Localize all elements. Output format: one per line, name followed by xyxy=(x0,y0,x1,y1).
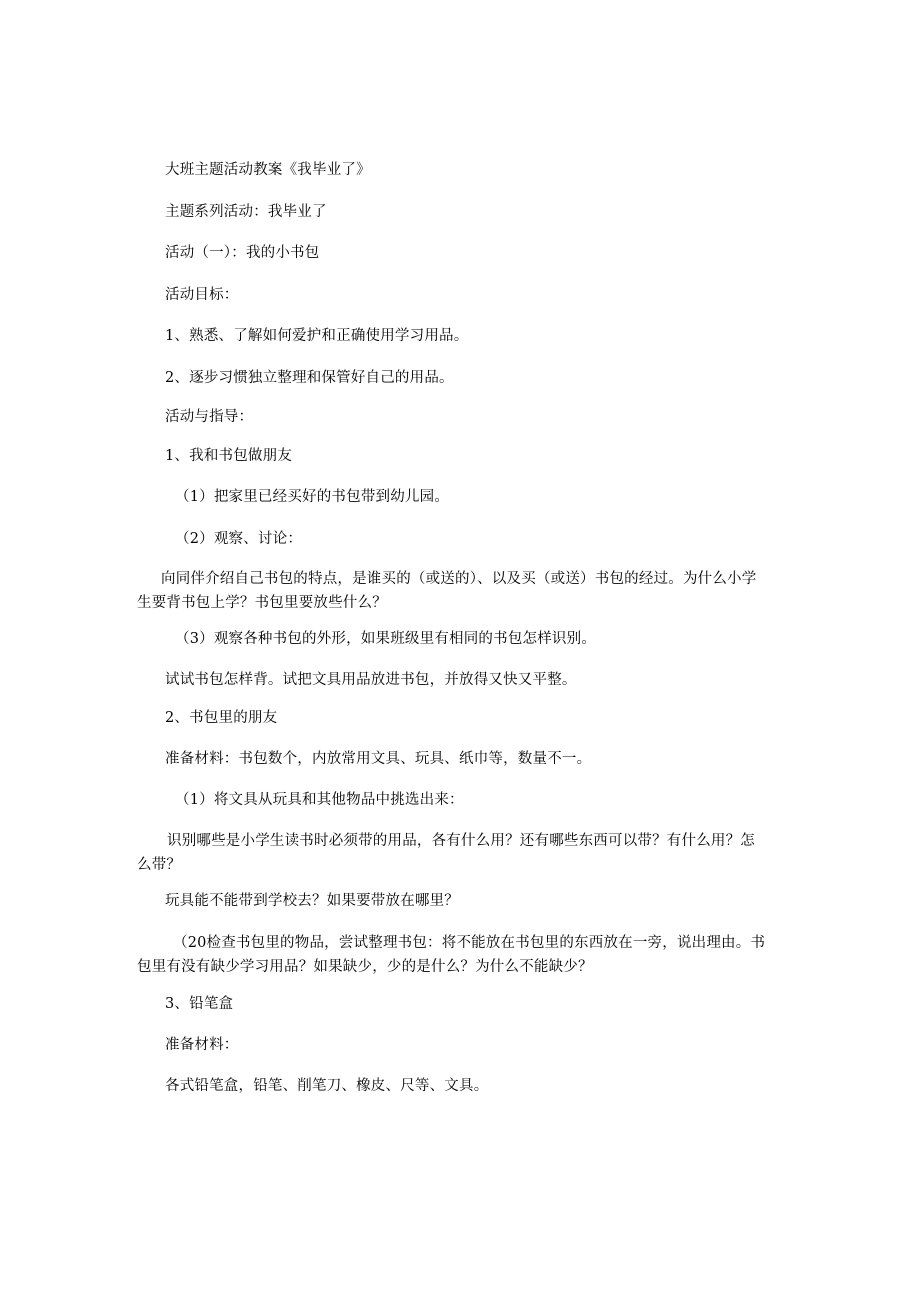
goal-item-1: 1、熟悉、了解如何爱护和正确使用学习用品。 xyxy=(165,328,469,344)
section-1-heading: 1、我和书包做朋友 xyxy=(165,448,293,464)
section-1-discussion: 向同伴介绍自己书包的特点，是谁买的（或送的）、以及买（或送）书包的经过。为什么小学生要背书包上学？书包里要放些什么？ xyxy=(137,571,757,611)
section-2-item-2: （20检查书包里的物品，尝试整理书包：将不能放在书包里的东西放在一旁，说出理由。书包里有没有缺少学习用品？如果缺少，少的是什么？为什么不能缺少？ xyxy=(137,935,766,975)
section-2-toys: 玩具能不能带到学校去？如果要带放在哪里？ xyxy=(165,893,459,909)
section-3-materials: 各式铅笔盒，铅笔、削笔刀、橡皮、尺等、文具。 xyxy=(165,1078,489,1094)
section-2-item-1: （1）将文具从玩具和其他物品中挑选出来： xyxy=(175,792,464,808)
goal-item-2: 2、逐步习惯独立整理和保管好自己的用品。 xyxy=(165,370,454,386)
section-2-identify: 识别哪些是小学生读书时必须带的用品，各有什么用？还有哪些东西可以带？有什么用？怎么带？ xyxy=(137,833,755,873)
section-2-materials: 准备材料：书包数个，内放常用文具、玩具、纸巾等，数量不一。 xyxy=(165,751,592,767)
document-title: 大班主题活动教案《我毕业了》 xyxy=(165,162,371,178)
guidance-heading: 活动与指导： xyxy=(165,409,254,425)
goals-heading: 活动目标： xyxy=(165,287,239,303)
activity-one-heading: 活动（一）：我的小书包 xyxy=(165,245,320,261)
section-2-heading: 2、书包里的朋友 xyxy=(165,710,278,726)
section-3-materials-heading: 准备材料： xyxy=(165,1037,239,1053)
section-3-heading: 3、铅笔盒 xyxy=(165,996,234,1012)
series-heading: 主题系列活动：我毕业了 xyxy=(165,204,327,220)
section-1-item-1: （1）把家里已经买好的书包带到幼儿园。 xyxy=(175,489,450,505)
section-1-item-2: （2）观察、讨论： xyxy=(175,531,303,547)
section-1-try: 试试书包怎样背。试把文具用品放进书包，并放得又快又平整。 xyxy=(165,672,577,688)
section-1-item-3: （3）观察各种书包的外形，如果班级里有相同的书包怎样识别。 xyxy=(175,631,597,647)
